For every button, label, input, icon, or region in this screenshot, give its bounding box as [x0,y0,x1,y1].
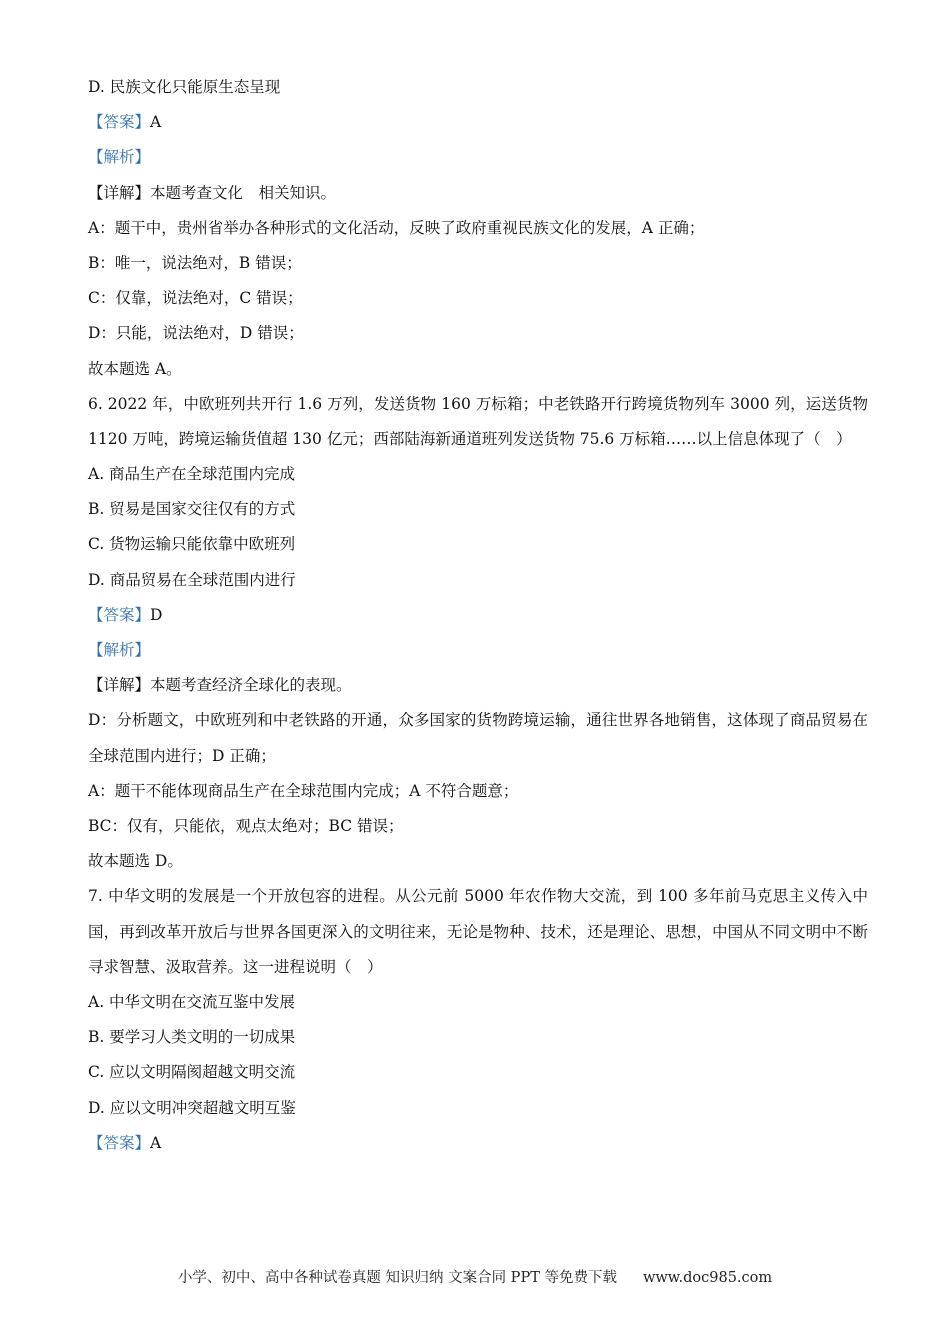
q5-answer [88,105,868,140]
q5-option-d: D. 民族文化只能原生态呈现 [88,78,281,96]
q6-option-c: C. 货物运输只能依靠中欧班列 [88,535,296,554]
detail-text: 本题考查文化 相关知识。 [150,183,337,202]
q6-analysis-heading [88,633,868,668]
q5-explain-line: A：题干中，贵州省举办各种形式的文化活动，反映了政府重视民族文化的发展，A 正确； [88,218,705,237]
answer-tag: 【答案】 [88,113,151,132]
q5-explain-line: D：只能，说法绝对，D 错误； [88,324,304,343]
q6-option-b: B. 贸易是国家交往仅有的方式 [88,500,296,519]
q7-answer [88,1126,868,1161]
analysis-tag: 【解析】 [88,641,151,660]
analysis-tag: 【解析】 [88,148,151,167]
q7-option-b: B. 要学习人类文明的一切成果 [88,1028,296,1047]
page-footer [0,1266,950,1287]
q6-answer [88,598,868,633]
q5-conclusion: 故本题选 A。 [88,359,182,378]
q5-detail [88,176,868,211]
q6-explain-line: A：题干不能体现商品生产在全球范围内完成；A 不符合题意； [88,781,519,800]
q5-explain-line: C：仅靠，说法绝对，C 错误； [88,289,303,308]
answer-tag: 【答案】 [88,605,151,624]
answer-value: A [150,113,162,132]
q7-stem: 7. 中华文明的发展是一个开放包容的进程。从公元前 5000 年农作物大交流，到 100 多年前马克思主义传入中国，再到改革开放后与世界各国更深入的文明往来，无论是物种、技术，还是理论、思想，中国从不同文明中不断寻求智慧、汲取营养。这一进程说明（ ） [88,887,868,976]
answer-value: D [150,605,163,624]
detail-text: 本题考查经济全球化的表现。 [150,676,352,695]
document-body [88,70,868,1161]
detail-tag: 【详解】 [88,183,151,202]
q5-analysis-heading [88,140,868,175]
q6-option-d: D. 商品贸易在全球范围内进行 [88,570,296,589]
q6-stem: 6. 2022 年，中欧班列共开行 1.6 万列，发送货物 160 万标箱；中老铁路开行跨境货物列车 3000 列，运送货物 1120 万吨，跨境运输货值超 130 亿元；西部陆海新通道班列发送货物 75.6 万标箱……以上信息体现了（ ） [88,394,868,448]
detail-tag: 【详解】 [88,676,151,695]
q7-option-a: A. 中华文明在交流互鉴中发展 [88,992,296,1011]
footer-text: 小学、初中、高中各种试卷真题 知识归纳 文案合同 PPT 等免费下载 [177,1270,617,1286]
answer-tag: 【答案】 [88,1133,151,1152]
q7-option-d: D. 应以文明冲突超越文明互鉴 [88,1098,296,1117]
q6-option-a: A. 商品生产在全球范围内完成 [88,465,296,484]
footer-url: www.doc985.com [642,1270,773,1286]
q6-conclusion: 故本题选 D。 [88,852,183,871]
answer-value: A [150,1133,162,1152]
q5-explain-line: B：唯一，说法绝对，B 错误； [88,253,302,272]
q7-option-c: C. 应以文明隔阂超越文明交流 [88,1063,296,1082]
q6-detail [88,668,868,703]
q6-explain-d: D：分析题文，中欧班列和中老铁路的开通，众多国家的货物跨境运输，通往世界各地销售，这体现了商品贸易在全球范围内进行；D 正确； [88,711,868,765]
q6-explain-line: BC：仅有，只能依，观点太绝对；BC 错误； [88,817,404,835]
